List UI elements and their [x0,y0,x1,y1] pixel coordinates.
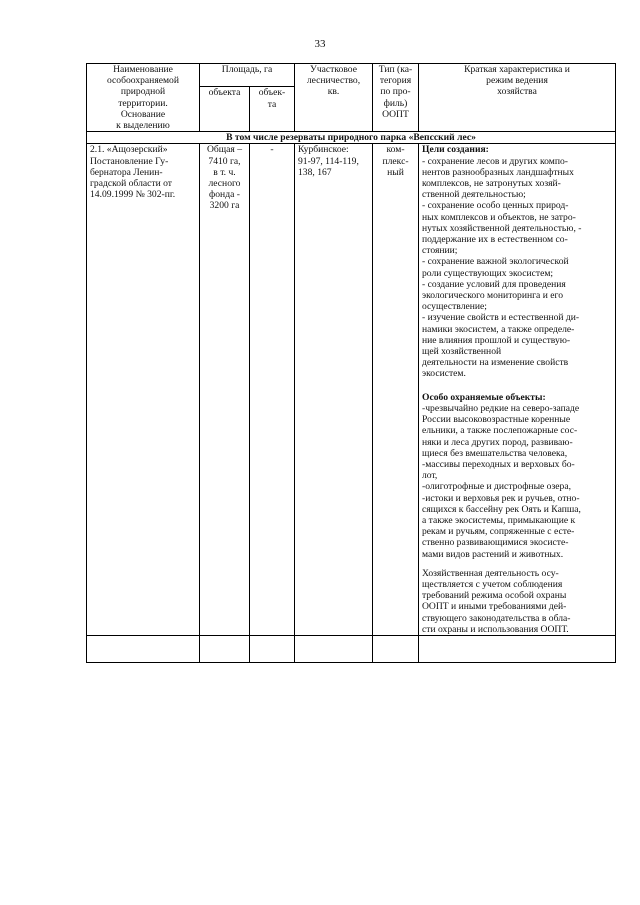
objects-text: -чрезвычайно редкие на северо-западе России высоковозрастные коренные ельники, а также послепожарные сос- няки и леса других пород, развиваю- щиеся без вмешательства человека, -массивы переходных и верховых бо- лот, -олиготрофные и дистрофные озера, -истоки и верховья рек и ручьев, отно- сящихся к бассейну рек Оять и Капша, а также экосистемы, примыкающие к рекам и ручьям, сопряженные с есте- ственно развивающимися экосисте- мами видов растений и животных. [422,402,581,560]
objects-title: Особо охраняемые объекты: [422,391,546,403]
regime-text: Хозяйственная деятельность осу- ществляется с учетом соблюдения требований режима особой охраны ООПТ и иными требованиями дей- ствующего законодательства в обла- сти охраны и использования ООПТ. [422,567,571,635]
goals-title: Цели создания: [422,144,489,156]
header-description: Краткая характеристика и режим ведения хозяйства [419,64,616,132]
reserve-name: 2.1. «Ащозерский» Постановление Гу- бернатора Ленин- градской области от 14.09.1999 № 302-пг. [87,144,200,636]
page-number: 33 [314,38,326,50]
header-type: Тип (ка- тегория по про- филь) ООПТ [373,64,419,132]
reserve-description [419,144,616,636]
section-title: В том числе резерваты природного парка «Вепсский лес» [87,132,616,144]
reserve-type: ком- плекс- ный [373,144,419,636]
header-name: Наименование особоохраняемой природной территории. Основание к выделению [87,64,200,132]
goals-text: - сохранение лесов и других компо- нентов разнообразных ландшафтных комплексов, не затронутых хозяй- ственной деятельностью; - сохранение особо ценных природ- ных комплексов и объектов, не затро- нутых хозяйственной деятельностью, - поддержание их в естественном со- стоянии; - сохранение важной экологической роли существующих экосистем; - создание условий для проведения экологического мониторинга и его осуществление; - изучение свойств и естественной ди- намики экосистем, а также определе- ние влияния прошлой и существую- щей хозяйственной деятельности на изменение свойств экосистем. [422,155,582,380]
reserve-area-sub: - [250,144,295,636]
reserve-forestry: Курбинское: 91-97, 114-119, 138, 167 [295,144,373,636]
header-area-object-short: объек- та [250,87,295,132]
header-area: Площадь, га [200,64,295,87]
table-row [87,144,616,636]
oopt-table [86,63,616,663]
header-forestry: Участковое лесничество, кв. [295,64,373,132]
table-row-empty [87,635,616,662]
header-area-object: объекта [200,87,250,132]
reserve-area-total: Общая – 7410 га, в т. ч. лесного фонда - 3200 га [200,144,250,636]
